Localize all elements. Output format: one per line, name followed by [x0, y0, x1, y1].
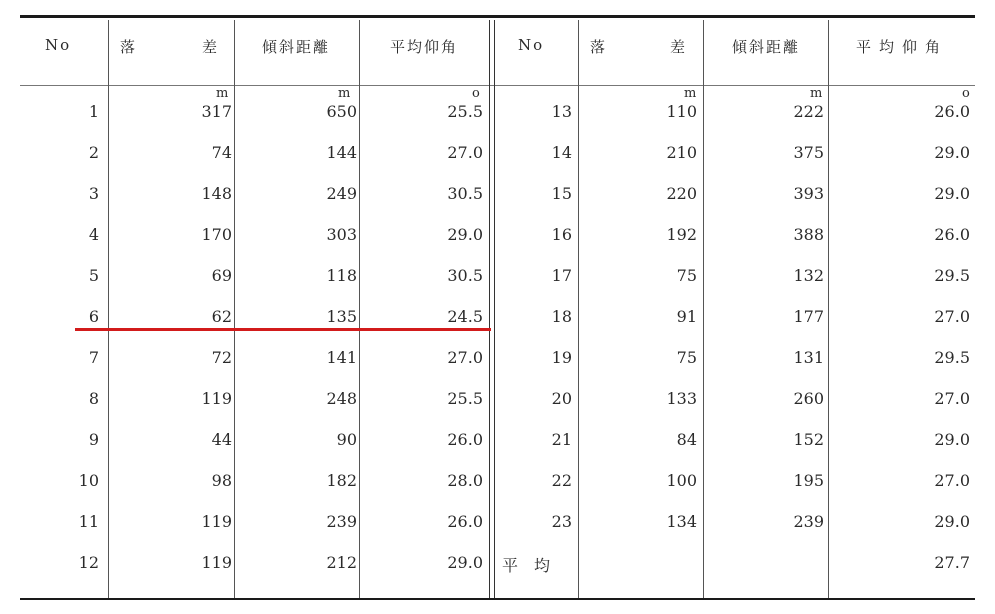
- row-drop-right: 220: [666, 184, 697, 203]
- header-angle-left: 平均仰角: [389, 38, 459, 56]
- row-slope-right: 239: [793, 512, 824, 531]
- row-slope-left: 141: [326, 348, 357, 367]
- header-bottom-rule: [20, 85, 975, 86]
- header-angle-right: 平均仰角: [855, 38, 949, 56]
- row-no-right: 14: [551, 143, 572, 162]
- row-drop-right: 110: [666, 102, 697, 121]
- table-bottom-rule: [20, 598, 975, 600]
- row-slope-right: 132: [793, 266, 824, 285]
- row-drop-right: 133: [666, 389, 697, 408]
- row-no-right: 20: [551, 389, 572, 408]
- row-no-left: 12: [78, 553, 99, 572]
- row-angle-left: 30.5: [447, 266, 483, 285]
- header-drop-left-b: 差: [202, 38, 220, 56]
- row-no-right: 17: [551, 266, 572, 285]
- row-drop-right: 75: [676, 266, 697, 285]
- row-slope-left: 303: [326, 225, 357, 244]
- row-no-left: 5: [88, 266, 99, 285]
- col-sep: [234, 20, 235, 598]
- row-angle-right: 26.0: [934, 225, 970, 244]
- row-slope-right: 177: [793, 307, 824, 326]
- unit-angle-right: o: [962, 86, 970, 101]
- row-slope-left: 144: [326, 143, 357, 162]
- col-sep: [108, 20, 109, 598]
- col-sep: [703, 20, 704, 598]
- row-slope-left: 248: [326, 389, 357, 408]
- row-slope-right: 131: [793, 348, 824, 367]
- row-no-left: 8: [88, 389, 99, 408]
- row-slope-right: 195: [793, 471, 824, 490]
- row-no-left: 10: [78, 471, 99, 490]
- unit-slope-left: m: [338, 86, 351, 101]
- row-angle-right: 26.0: [934, 102, 970, 121]
- unit-slope-right: m: [810, 86, 823, 101]
- row-angle-right: 29.0: [934, 512, 970, 531]
- row-no-right: 13: [551, 102, 572, 121]
- header-drop-right-a: 落: [590, 38, 608, 56]
- row-no-left: 7: [88, 348, 99, 367]
- row-no-right: 22: [551, 471, 572, 490]
- row-slope-left: 182: [326, 471, 357, 490]
- row-no-left: 2: [88, 143, 99, 162]
- row-angle-left: 25.5: [447, 102, 483, 121]
- row-no-right: 15: [551, 184, 572, 203]
- row-drop-left: 62: [211, 307, 232, 326]
- row-drop-right: 91: [676, 307, 697, 326]
- row-slope-left: 249: [326, 184, 357, 203]
- row-drop-left: 148: [201, 184, 232, 203]
- row-angle-left: 29.0: [447, 553, 483, 572]
- header-drop-left-a: 落: [120, 38, 138, 56]
- row-angle-left: 27.0: [447, 348, 483, 367]
- row-angle-left: 26.0: [447, 430, 483, 449]
- row-no-right: 21: [551, 430, 572, 449]
- row-no-right: 23: [551, 512, 572, 531]
- row-no-left: 1: [88, 102, 99, 121]
- header-slope-left: 傾斜距離: [261, 38, 331, 56]
- row-angle-left: 29.0: [447, 225, 483, 244]
- row-slope-right: 393: [793, 184, 824, 203]
- header-slope-right: 傾斜距離: [731, 38, 801, 56]
- header-no-right: No: [518, 36, 545, 54]
- row-angle-left: 24.5: [447, 307, 483, 326]
- row-no-left: 4: [88, 225, 99, 244]
- row-no-right: 16: [551, 225, 572, 244]
- row-angle-right: 29.5: [934, 266, 970, 285]
- row-angle-left: 27.0: [447, 143, 483, 162]
- middle-divider: [494, 20, 495, 598]
- row-angle-right: 29.0: [934, 184, 970, 203]
- row-no-right: 19: [551, 348, 572, 367]
- row-angle-left: 30.5: [447, 184, 483, 203]
- row-angle-left: 25.5: [447, 389, 483, 408]
- row-drop-left: 69: [211, 266, 232, 285]
- col-sep: [828, 20, 829, 598]
- row-slope-left: 135: [326, 307, 357, 326]
- header-drop-right-b: 差: [670, 38, 688, 56]
- row-average-label: 平 均: [502, 556, 551, 575]
- col-sep: [578, 20, 579, 598]
- row-angle-right: 29.0: [934, 143, 970, 162]
- row-slope-right: 222: [793, 102, 824, 121]
- row-slope-right: 260: [793, 389, 824, 408]
- row-slope-left: 650: [326, 102, 357, 121]
- row-slope-left: 239: [326, 512, 357, 531]
- row-drop-right: 75: [676, 348, 697, 367]
- row-drop-right: 210: [666, 143, 697, 162]
- middle-divider: [489, 20, 490, 598]
- row-angle-right: 29.5: [934, 348, 970, 367]
- row-angle-right: 29.0: [934, 430, 970, 449]
- row-angle-left: 28.0: [447, 471, 483, 490]
- row-no-right: 18: [551, 307, 572, 326]
- row-no-left: 11: [78, 512, 99, 531]
- row-slope-right: 388: [793, 225, 824, 244]
- highlight-underline: [75, 328, 491, 331]
- row-drop-left: 74: [211, 143, 232, 162]
- row-drop-left: 119: [201, 389, 232, 408]
- row-drop-left: 170: [201, 225, 232, 244]
- row-drop-left: 119: [201, 512, 232, 531]
- row-drop-left: 72: [211, 348, 232, 367]
- row-angle-right: 27.0: [934, 389, 970, 408]
- row-slope-left: 212: [326, 553, 357, 572]
- row-slope-right: 152: [793, 430, 824, 449]
- row-no-left: 9: [88, 430, 99, 449]
- row-drop-right: 192: [666, 225, 697, 244]
- unit-drop-left: m: [216, 86, 229, 101]
- row-drop-left: 119: [201, 553, 232, 572]
- row-angle-left: 26.0: [447, 512, 483, 531]
- header-no-left: No: [45, 36, 72, 54]
- table-top-rule: [20, 15, 975, 18]
- row-slope-left: 118: [326, 266, 357, 285]
- row-angle-right: 27.0: [934, 307, 970, 326]
- row-drop-right: 134: [666, 512, 697, 531]
- unit-angle-left: o: [472, 86, 480, 101]
- col-sep: [359, 20, 360, 598]
- row-drop-left: 317: [201, 102, 232, 121]
- unit-drop-right: m: [684, 86, 697, 101]
- row-drop-right: 84: [676, 430, 697, 449]
- row-angle-right: 27.0: [934, 471, 970, 490]
- row-drop-left: 98: [211, 471, 232, 490]
- row-no-left: 3: [88, 184, 99, 203]
- row-slope-left: 90: [336, 430, 357, 449]
- row-slope-right: 375: [793, 143, 824, 162]
- row-drop-right: 100: [666, 471, 697, 490]
- row-angle-right: 27.7: [934, 553, 970, 572]
- row-no-left: 6: [88, 307, 99, 326]
- row-drop-left: 44: [211, 430, 232, 449]
